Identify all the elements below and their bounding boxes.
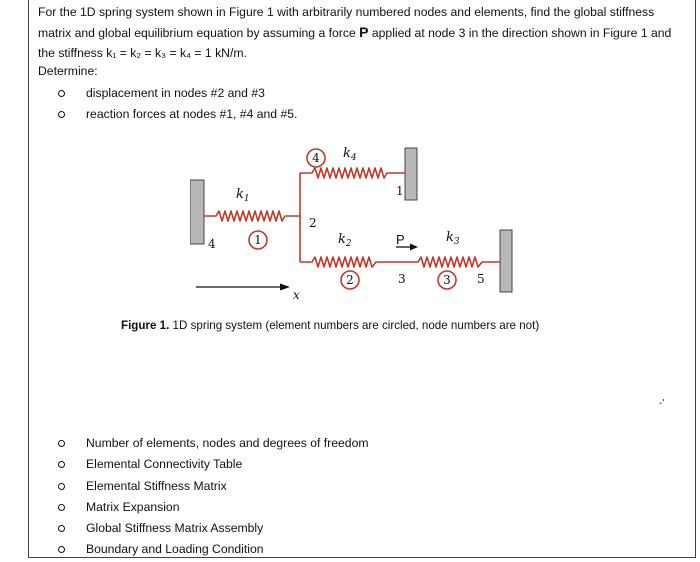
problem-statement — [38, 2, 690, 63]
determine-heading: Determine: — [38, 64, 98, 78]
element-number-3: 3 — [443, 273, 451, 287]
task-item: Elemental Connectivity Table — [58, 455, 369, 476]
task-item: Global Stiffness Matrix Assembly — [58, 519, 369, 540]
task-item: Elemental Stiffness Matrix — [58, 477, 369, 498]
spring-label-k4: $k_4$ — [343, 146, 357, 163]
node-number-2: 2 — [309, 216, 317, 230]
node-number-4: 4 — [208, 237, 216, 251]
intro-text-1: For the 1D spring system shown in Figure 1 with arbitrarily numbered nodes and elements, find the global stiffness matrix and global equilibrium equation by assuming a force — [38, 5, 655, 40]
determine-item: reaction forces at nodes #1, #4 and #5. — [58, 105, 297, 126]
force-symbol: P — [359, 24, 369, 40]
spring-k4 — [300, 168, 405, 178]
task-list — [58, 434, 369, 562]
determine-list — [58, 84, 297, 126]
spring-label-k1: $k_1$ — [236, 187, 250, 204]
edge-mark: -' — [659, 398, 665, 409]
task-item: Number of elements, nodes and degrees of freedom — [58, 434, 369, 455]
element-number-4: 4 — [312, 151, 320, 165]
wall-bottom-right — [500, 230, 512, 292]
caption-label: Figure 1. — [121, 319, 170, 332]
determine-item: displacement in nodes #2 and #3 — [58, 84, 297, 105]
x-axis-arrowhead — [280, 284, 290, 291]
x-axis-label: x — [293, 288, 300, 302]
element-number-2: 2 — [346, 273, 354, 287]
caption-text: 1D spring system (element numbers are circled, node numbers are not) — [169, 319, 540, 332]
figure-caption — [121, 319, 539, 332]
node-number-1: 1 — [396, 184, 404, 198]
spring-system-figure — [190, 140, 520, 305]
intro-text-2: applied at node 3 in the direction shown in Figure 1 and the stiffness — [38, 26, 672, 60]
node-number-3: 3 — [398, 272, 406, 286]
spring-label-k2: $k_2$ — [338, 232, 352, 249]
wall-left — [190, 180, 204, 244]
task-item: Boundary and Loading Condition — [58, 540, 369, 561]
stiffness-equation: k₁ = k₂ = k₃ = k₄ = 1 kN/m. — [106, 46, 247, 60]
wall-top-right — [405, 148, 417, 200]
task-item: Matrix Expansion — [58, 498, 369, 519]
force-label: P — [396, 232, 405, 247]
element-number-1: 1 — [254, 233, 262, 247]
spring-k2 — [300, 257, 405, 267]
spring-k3 — [405, 257, 500, 267]
force-arrowhead — [410, 244, 418, 251]
spring-k1 — [204, 211, 300, 221]
spring-label-k3: $k_3$ — [446, 230, 460, 247]
node-number-5: 5 — [477, 272, 485, 286]
